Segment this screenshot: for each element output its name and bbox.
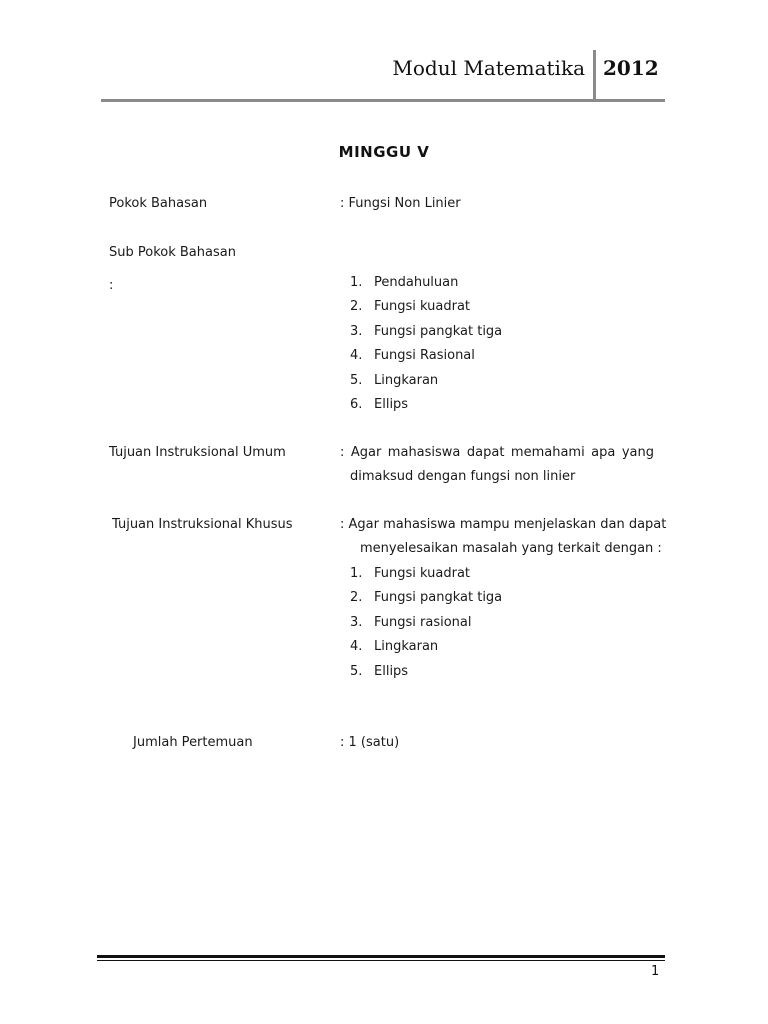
tiu-value-line1: : Agar mahasiswa dapat memahami apa yang bbox=[340, 445, 654, 460]
tik-value-line1: : Agar mahasiswa mampu menjelaskan dan dapat bbox=[340, 517, 667, 532]
tik-list bbox=[350, 562, 502, 684]
sub-pokok-bahasan-label: Sub Pokok Bahasan bbox=[109, 245, 236, 260]
list-item: 3. Fungsi pangkat tiga bbox=[350, 323, 503, 339]
list-item: 3. Fungsi rasional bbox=[350, 614, 472, 630]
footer-rule-thick bbox=[97, 955, 665, 958]
jumlah-pertemuan-value: : 1 (satu) bbox=[340, 735, 400, 750]
header-rule bbox=[101, 99, 665, 102]
footer-rule-thin bbox=[97, 960, 665, 961]
pokok-bahasan-label: Pokok Bahasan bbox=[109, 196, 208, 211]
tik-value-line2: menyelesaikan masalah yang terkait dengan : bbox=[360, 541, 662, 556]
week-title: MINGGU V bbox=[338, 143, 430, 161]
sub-pokok-bahasan-list bbox=[350, 271, 502, 417]
list-item: 1. Fungsi kuadrat bbox=[350, 566, 471, 581]
pokok-bahasan-value: : Fungsi Non Linier bbox=[340, 196, 461, 211]
tik-label: Tujuan Instruksional Khusus bbox=[112, 517, 293, 532]
header-divider-vertical bbox=[593, 50, 596, 101]
list-item: 1. Pendahuluan bbox=[350, 275, 459, 290]
tiu-value-line2: dimaksud dengan fungsi non linier bbox=[350, 469, 576, 484]
list-item: 4. Lingkaran bbox=[350, 639, 439, 655]
list-item: 5. Ellips bbox=[350, 663, 409, 679]
list-item: 5. Lingkaran bbox=[350, 372, 439, 388]
list-item: 4. Fungsi Rasional bbox=[350, 348, 475, 364]
tiu-label: Tujuan Instruksional Umum bbox=[109, 445, 286, 460]
sub-pokok-bahasan-colon: : bbox=[109, 278, 114, 293]
list-item: 2. Fungsi kuadrat bbox=[350, 299, 471, 315]
page-number: 1 bbox=[651, 964, 660, 979]
list-item: 6. Ellips bbox=[350, 396, 409, 412]
jumlah-pertemuan-label: Jumlah Pertemuan bbox=[133, 735, 253, 750]
module-title: Modul Matematika bbox=[392, 56, 585, 80]
list-item: 2. Fungsi pangkat tiga bbox=[350, 590, 503, 606]
module-year: 2012 bbox=[603, 56, 659, 80]
